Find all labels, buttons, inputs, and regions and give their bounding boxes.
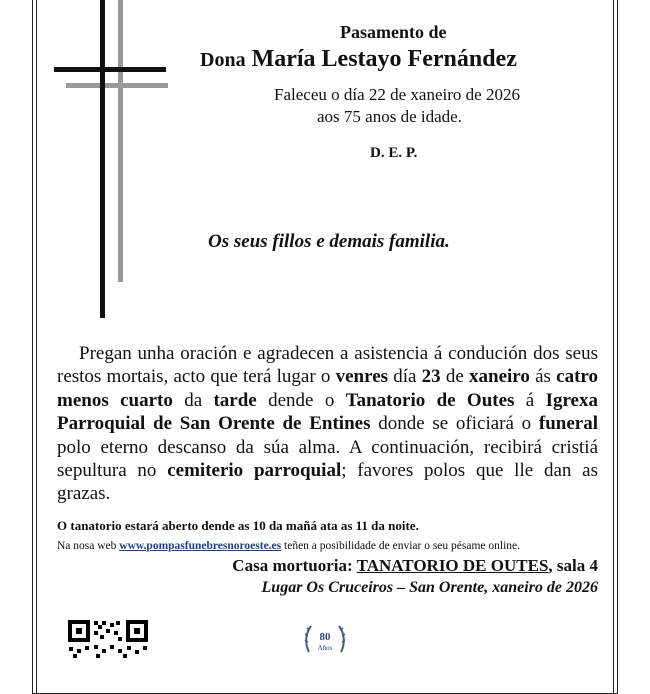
deceased-name-line bbox=[200, 46, 600, 73]
paragraph-bold: xaneiro bbox=[469, 366, 530, 388]
funeral-home-label: Casa mortuoria: bbox=[232, 556, 357, 575]
name-prefix: Dona bbox=[200, 49, 246, 71]
age-line: aos 75 anos de idade. bbox=[317, 107, 462, 126]
paragraph-bold: catro menos cuarto bbox=[57, 366, 599, 411]
paragraph-bold: 23 bbox=[421, 366, 441, 388]
cross-shadow-horizontal bbox=[66, 83, 168, 88]
rip-text: D. E. P. bbox=[370, 145, 418, 161]
paragraph-text: polo eterno descanso da súa alma. A continuación, recibirá cristiá sepultura no bbox=[57, 436, 598, 482]
deceased-name: María Lestayo Fernández bbox=[251, 46, 517, 72]
paragraph-text: donde se oficiará o bbox=[370, 413, 539, 435]
paragraph-text: á bbox=[514, 389, 546, 411]
funeral-home-room: , sala 4 bbox=[548, 556, 598, 575]
paragraph-text: dende o bbox=[256, 389, 346, 411]
cross-shadow-vertical bbox=[118, 0, 123, 282]
paragraph-bold: cemiterio parroquial bbox=[167, 460, 342, 482]
paragraph-text: día bbox=[388, 366, 422, 388]
paragraph-bold: tarde bbox=[213, 389, 257, 411]
paragraph-text: ás bbox=[529, 366, 557, 388]
qr-code-icon[interactable] bbox=[67, 619, 149, 659]
badge-word: Años bbox=[317, 644, 333, 652]
website-link[interactable]: www.pompasfunebresnoroeste.es bbox=[119, 540, 282, 552]
cross-horizontal-bar bbox=[54, 67, 166, 72]
family-line: Os seus fillos e demais familia. bbox=[208, 231, 450, 252]
death-date-line: Faleceu o día 22 de xaneiro de 2026 bbox=[274, 85, 520, 104]
paragraph-bold: Tanatorio de Outes bbox=[345, 389, 515, 411]
badge-number: 80 bbox=[319, 631, 331, 643]
paragraph-bold: Igrexa Parroquial de San Orente de Entines bbox=[57, 389, 598, 435]
paragraph-text: Pregan unha oración e agradecen a asistencia á condución dos seus restos mortais, acto que terá lugar o bbox=[57, 343, 598, 388]
web-condolence-line bbox=[57, 540, 520, 552]
paragraph-text: da bbox=[172, 389, 214, 411]
paragraph-bold: funeral bbox=[538, 413, 598, 435]
paragraph-text: ; favores polos que lle dan as grazas. bbox=[57, 460, 598, 505]
funeral-home-name: TANATORIO DE OUTES bbox=[356, 556, 549, 575]
paragraph-bold: venres bbox=[335, 366, 389, 388]
funeral-home-line bbox=[232, 556, 598, 576]
cross-vertical-bar bbox=[100, 0, 105, 318]
place-date-line: Lugar Os Cruceiros – San Orente, xaneiro de 2026 bbox=[261, 579, 598, 596]
ceremony-paragraph bbox=[57, 342, 598, 506]
web-prefix: Na nosa web bbox=[57, 540, 120, 552]
paragraph-text: de bbox=[440, 366, 470, 388]
anniversary-badge-icon bbox=[303, 620, 347, 660]
opening-hours-note: O tanatorio estará aberto dende as 10 da mañá ata as 11 da noite. bbox=[57, 518, 419, 533]
web-suffix: teñen a posibilidade de enviar o seu pésame online. bbox=[281, 540, 521, 552]
notice-heading: Pasamento de bbox=[340, 22, 447, 42]
